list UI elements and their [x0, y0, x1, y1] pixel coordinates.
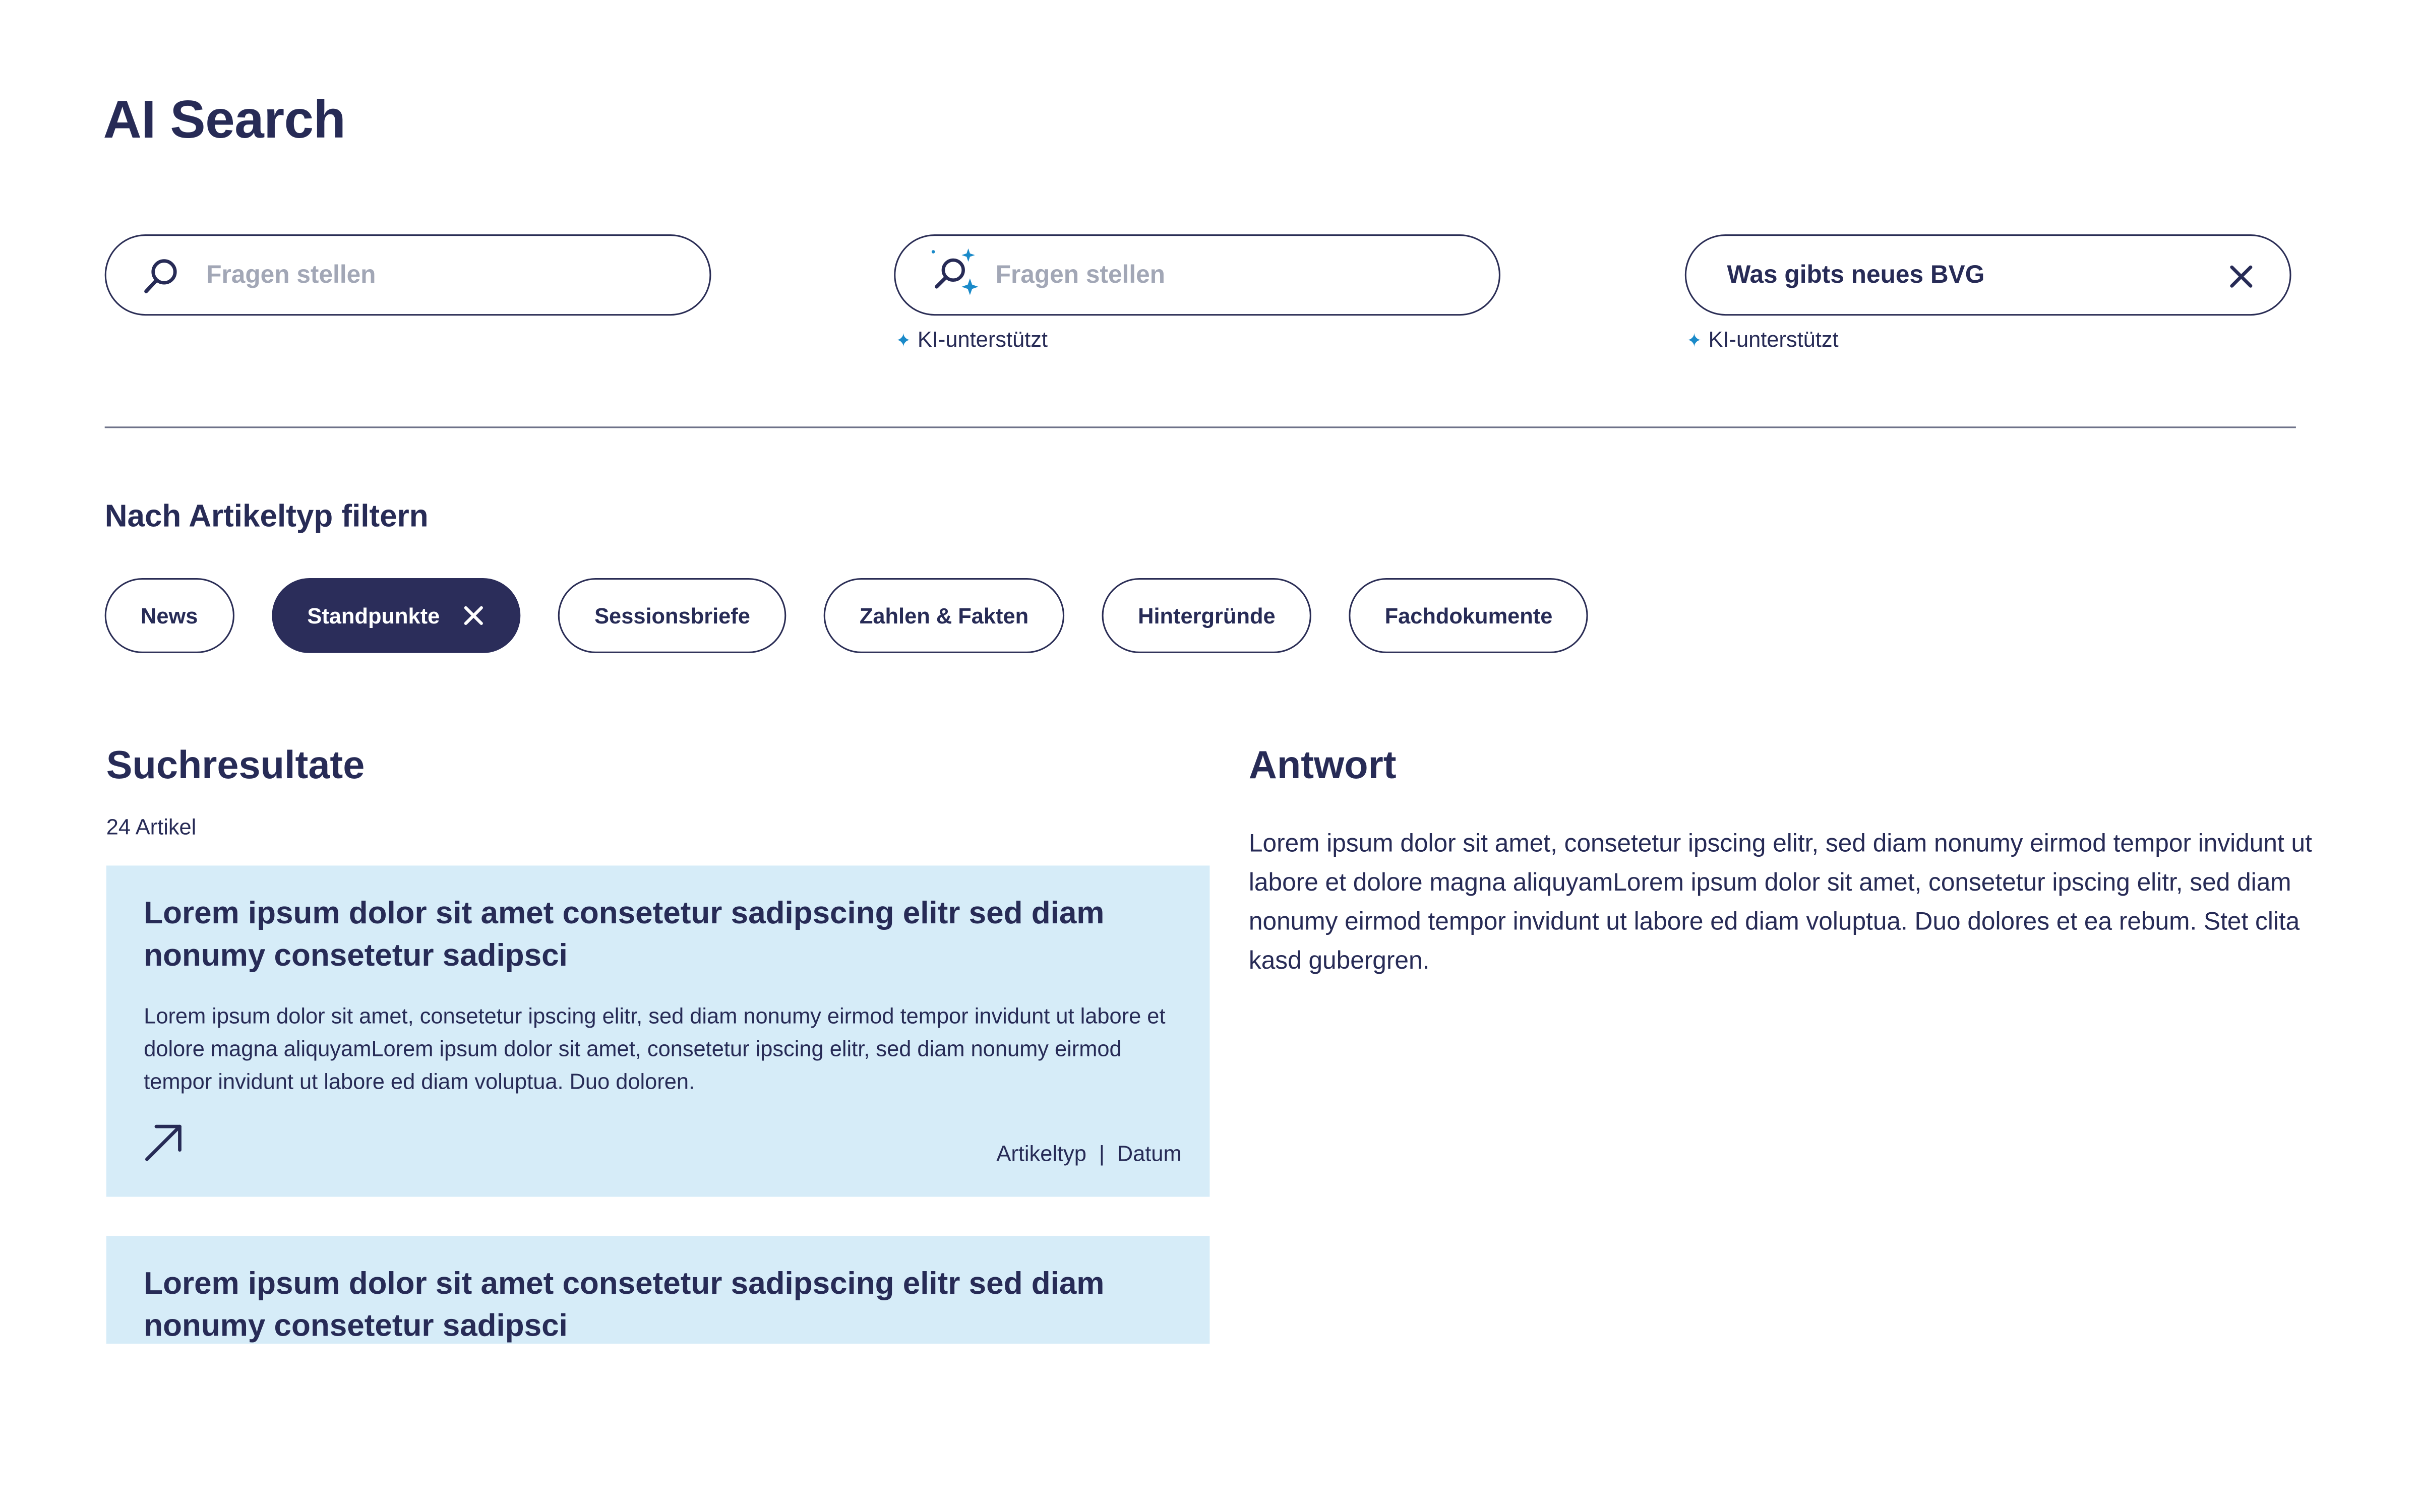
chip-label: Hintergründe — [1138, 603, 1276, 628]
chip-label: Sessionsbriefe — [594, 603, 750, 628]
ai-search-input-filled[interactable] — [1727, 251, 2227, 301]
filter-chips — [105, 578, 1589, 653]
filter-chip-zahlen-fakten[interactable] — [824, 578, 1065, 653]
chip-label: News — [141, 603, 198, 628]
result-date: Datum — [1117, 1141, 1182, 1166]
chip-label: Fachdokumente — [1384, 603, 1553, 628]
filter-chip-hintergruende[interactable] — [1102, 578, 1311, 653]
arrow-up-right-icon[interactable] — [144, 1122, 185, 1163]
ai-search-input[interactable] — [996, 251, 1433, 301]
filter-chip-standpunkte[interactable] — [271, 578, 521, 653]
search-field-ai[interactable] — [894, 234, 1500, 316]
results-heading: Suchresultate — [106, 743, 365, 788]
filter-heading: Nach Artikeltyp filtern — [104, 500, 429, 535]
sparkle-icon: ✦ — [895, 330, 912, 352]
search-icon — [141, 256, 182, 297]
ai-supported-note — [895, 327, 1048, 352]
result-excerpt: Lorem ipsum dolor sit amet, consetetur ipscing elitr, sed diam nonumy eirmod tempor invidunt ut labore et dolore magna aliquyamLorem ipsum dolor sit amet, consetetur ipscing elitr, sed diam nonumy eirmod tempor invidunt ut labore ed diam voluptua. Duo doloren. — [144, 1003, 1166, 1094]
result-card[interactable] — [106, 865, 1210, 1196]
result-type: Artikeltyp — [996, 1141, 1086, 1166]
result-title[interactable]: Lorem ipsum dolor sit amet consetetur sadipscing elitr sed diam nonumy consetetur sadipsci — [144, 1267, 1105, 1344]
sparkle-icon: ✦ — [1686, 330, 1703, 352]
close-icon[interactable] — [463, 605, 485, 626]
meta-separator: | — [1099, 1141, 1105, 1166]
result-card[interactable] — [106, 1236, 1210, 1344]
search-field-standard[interactable] — [105, 234, 711, 316]
chip-label: Standpunkte — [307, 603, 440, 628]
filter-chip-sessionsbriefe[interactable] — [559, 578, 786, 653]
ai-search-icon — [930, 248, 980, 298]
result-meta — [996, 1141, 1181, 1166]
results-count: 24 Artikel — [106, 814, 197, 839]
chip-label: Zahlen & Fakten — [859, 603, 1029, 628]
divider — [105, 426, 2296, 428]
answer-text: Lorem ipsum dolor sit amet, consetetur ipscing elitr, sed diam nonumy eirmod tempor invidunt ut labore et dolore magna aliquyamLorem ipsum dolor sit amet, consetetur ipscing elitr, sed diam nonumy eirmod tempor invidunt ut labore ed diam voluptua. Duo dolores et ea rebum. Stet clita kasd gubergren. — [1248, 831, 2312, 975]
result-title[interactable]: Lorem ipsum dolor sit amet consetetur sadipscing elitr sed diam nonumy consetetur sadipsci — [144, 897, 1105, 974]
filter-chip-fachdokumente[interactable] — [1349, 578, 1588, 653]
ai-supported-label: KI-unterstützt — [1708, 326, 1839, 352]
page-title: AI Search — [103, 90, 346, 150]
answer-heading: Antwort — [1248, 743, 1397, 788]
search-input[interactable] — [206, 251, 644, 301]
filter-chip-news[interactable] — [105, 578, 234, 653]
search-field-ai-filled[interactable] — [1685, 234, 2291, 316]
close-icon[interactable] — [2224, 260, 2258, 294]
ai-supported-label: KI-unterstützt — [917, 326, 1048, 352]
ai-supported-note — [1686, 327, 1839, 352]
